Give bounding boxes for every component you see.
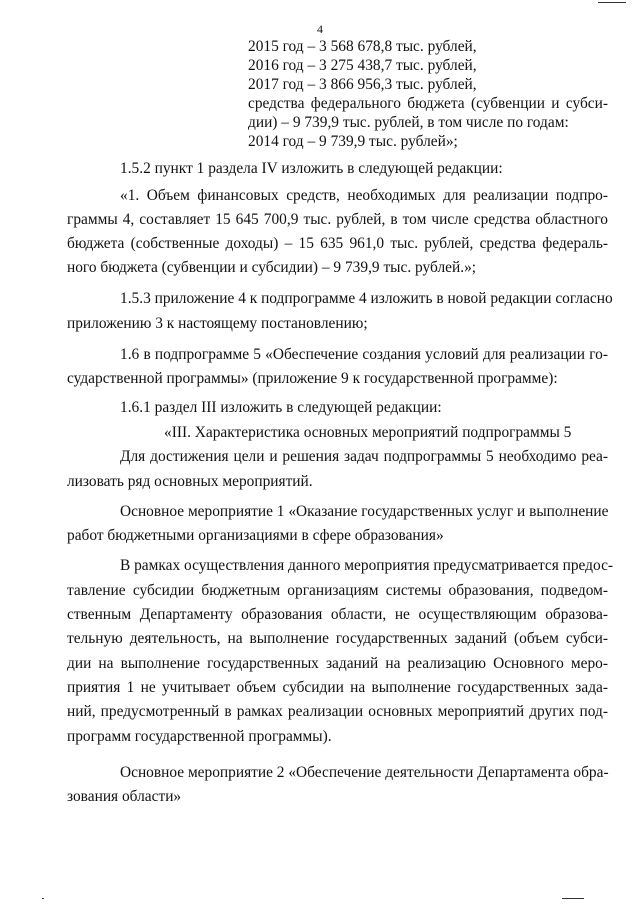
text-line: 1.6 в подпрограмме 5 «Обеспечение создания условий для реализации го-: [120, 346, 608, 363]
text-line: приложению 3 к настоящему постановлению;: [67, 315, 368, 332]
scan-mark-top-right: [598, 2, 626, 3]
text-line: приятия 1 не учитывает объем субсидии на выполнение государственных зада-: [67, 679, 608, 696]
text-line: 2016 год – 3 275 438,7 тыс. рублей,: [248, 57, 477, 74]
scan-mark-bottom-right: [562, 898, 584, 899]
text-line: средства федерального бюджета (субвенции и субси-: [248, 95, 608, 112]
text-line: Основное мероприятие 2 «Обеспечение деятельности Департамента обра-: [120, 764, 609, 781]
text-line: 2017 год – 3 866 956,3 тыс. рублей,: [248, 76, 477, 93]
text-line: тельную деятельность, на выполнение государственных заданий (объем субси-: [67, 630, 608, 647]
page-number: 4: [317, 22, 323, 36]
text-line: Для достижения цели и решения задач подпрограммы 5 необходимо реа-: [120, 448, 608, 465]
text-line: 1.5.2 пункт 1 раздела IV изложить в следующей редакции:: [120, 160, 503, 177]
text-line: ного бюджета (субвенции и субсидии) – 9 739,9 тыс. рублей.»;: [67, 259, 477, 276]
text-line: граммы 4, составляет 15 645 700,9 тыс. рублей, в том числе средства областного: [67, 211, 608, 228]
text-line: 2015 год – 3 568 678,8 тыс. рублей,: [248, 38, 477, 55]
text-line: 2014 год – 9 739,9 тыс. рублей»;: [248, 133, 458, 150]
text-line: дии на выполнение государственных заданий на реализацию Основного меро-: [67, 655, 608, 672]
scan-mark-bottom-left: [42, 898, 44, 899]
text-line: Основное мероприятие 1 «Оказание государственных услуг и выполнение: [120, 503, 609, 520]
text-line: 1.5.3 приложение 4 к подпрограмме 4 изложить в новой редакции согласно: [120, 290, 613, 307]
text-line: «1. Объем финансовых средств, необходимых для реализации подпро-: [120, 187, 608, 204]
text-line: программ государственной программы).: [67, 728, 332, 745]
text-line: работ бюджетными организациями в сфере образования»: [67, 527, 444, 544]
section-heading: «III. Характеристика основных мероприятий подпрограммы 5: [164, 424, 572, 441]
text-line: сударственной программы» (приложение 9 к государственной программе):: [67, 370, 558, 387]
text-line: дии) – 9 739,9 тыс. рублей, в том числе по годам:: [248, 114, 569, 131]
text-line: ний, предусмотренный в рамках реализации основных мероприятий других под-: [67, 703, 608, 720]
text-line: В рамках осуществления данного мероприятия предусматривается предос-: [120, 557, 614, 574]
text-line: 1.6.1 раздел III изложить в следующей редакции:: [120, 399, 442, 416]
text-line: ственным Департаменту образования области, не осуществляющим образова-: [67, 606, 608, 623]
text-line: бюджета (собственные доходы) – 15 635 961,0 тыс. рублей, средства федераль-: [67, 235, 608, 252]
text-line: зования области»: [67, 788, 182, 805]
text-line: тавление субсидии бюджетным организациям системы образования, подведом-: [67, 582, 608, 599]
text-line: лизовать ряд основных мероприятий.: [67, 473, 313, 490]
